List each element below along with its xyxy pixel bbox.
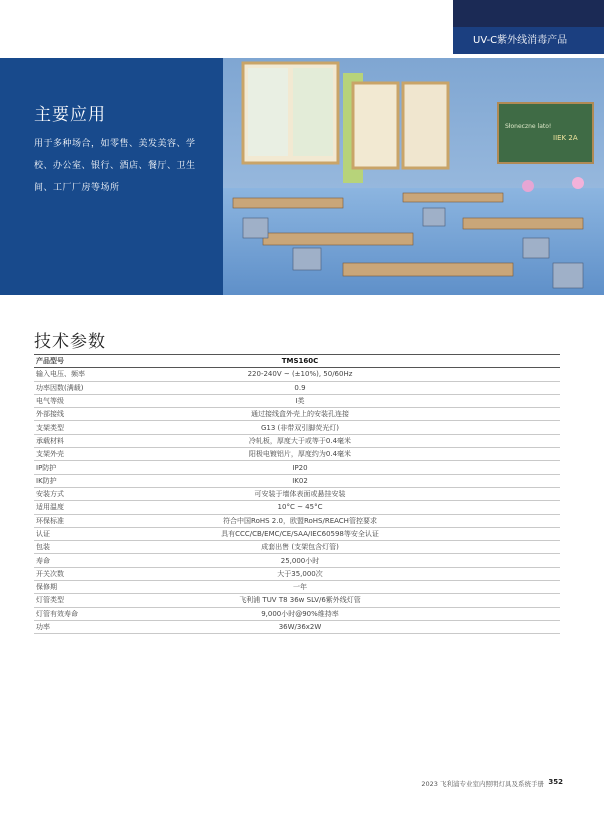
spec-value: IP20 [188, 461, 560, 474]
classroom-photo [223, 58, 604, 295]
table-row [34, 501, 560, 514]
spec-label: 环保标准 [34, 514, 188, 527]
table-row [34, 594, 560, 607]
spec-value: 9,000小时@90%维持率 [188, 607, 560, 620]
spec-table [34, 354, 560, 634]
table-row [34, 474, 560, 487]
spec-label: 适用温度 [34, 501, 188, 514]
spec-label: 包装 [34, 541, 188, 554]
table-row [34, 620, 560, 633]
table-row [34, 527, 560, 540]
table-row [34, 607, 560, 620]
spec-label: 灯管有效寿命 [34, 607, 188, 620]
specs-title: 技术参数 [34, 332, 106, 352]
board-text-right: IIEK 2A [553, 134, 578, 142]
spec-value: 25,000小时 [188, 554, 560, 567]
spec-value: 可安装于墙体表面或悬挂安装 [188, 487, 560, 500]
table-row [34, 394, 560, 407]
table-row [34, 421, 560, 434]
table-row [34, 381, 560, 394]
spec-label: 安装方式 [34, 487, 188, 500]
spec-value: 一年 [188, 581, 560, 594]
spec-label: 认证 [34, 527, 188, 540]
spec-value: G13 (非带双引脚荧光灯) [188, 421, 560, 434]
footer [0, 776, 604, 790]
table-row [34, 368, 560, 381]
table-row [34, 541, 560, 554]
table-row [34, 448, 560, 461]
spec-label: IP防护 [34, 461, 188, 474]
top-banner-dark [453, 0, 604, 27]
spec-value: 阳极电镀铝片，厚度约为0.4毫米 [188, 448, 560, 461]
spec-label: 外部接线 [34, 408, 188, 421]
spec-label: 开关次数 [34, 567, 188, 580]
spec-header-row [34, 355, 560, 368]
spec-label: 寿命 [34, 554, 188, 567]
spec-label: 功率因数(满载) [34, 381, 188, 394]
application-title: 主要应用 [34, 105, 106, 125]
spec-value: 220-240V ~ (±10%), 50/60Hz [188, 368, 560, 381]
spec-value: 成套出售 (支架包含灯管) [188, 541, 560, 554]
spec-label: 电气等级 [34, 394, 188, 407]
spec-value: 10°C ~ 45°C [188, 501, 560, 514]
page-number: 352 [548, 778, 563, 786]
board-text-left: Słoneczne lato! [505, 123, 552, 130]
table-row [34, 567, 560, 580]
category-label: UV-C紫外线消毒产品 [453, 27, 604, 54]
table-row [34, 408, 560, 421]
classroom-illustration [223, 58, 604, 295]
spec-label: IK防护 [34, 474, 188, 487]
spec-label: 支架类型 [34, 421, 188, 434]
table-row [34, 581, 560, 594]
spec-header-label: 产品型号 [34, 355, 188, 368]
spec-value: 大于35,000次 [188, 567, 560, 580]
table-row [34, 487, 560, 500]
footer-text: 2023 飞利浦专业室内照明灯具及系统手册 [421, 780, 544, 788]
spec-label: 灯管类型 [34, 594, 188, 607]
spec-value: IK02 [188, 474, 560, 487]
table-row [34, 461, 560, 474]
spec-value: 0.9 [188, 381, 560, 394]
spec-label: 功率 [34, 620, 188, 633]
spec-value: 通过接线盒外壳上的安装孔连接 [188, 408, 560, 421]
spec-label: 支架外壳 [34, 448, 188, 461]
spec-label: 承载材料 [34, 434, 188, 447]
spec-header-value: TMS160C [188, 355, 560, 368]
table-row [34, 514, 560, 527]
spec-value: I类 [188, 394, 560, 407]
table-row [34, 554, 560, 567]
spec-value: 36W/36x2W [188, 620, 560, 633]
spec-label: 保修期 [34, 581, 188, 594]
application-panel [0, 58, 223, 295]
spec-value: 冷轧板，厚度大于或等于0.4毫米 [188, 434, 560, 447]
spec-value: 飞利浦 TUV T8 36w SLV/6紫外线灯管 [188, 594, 560, 607]
application-description: 用于多种场合，如零售、美发美容、学校、办公室、银行、酒店、餐厅、卫生间、工厂厂房等场所 [34, 139, 196, 193]
table-row [34, 434, 560, 447]
spec-label: 输入电压、频率 [34, 368, 188, 381]
spec-value: 具有CCC/CB/EMC/CE/SAA/IEC60598等安全认证 [188, 527, 560, 540]
spec-value: 符合中国RoHS 2.0，欧盟RoHS/REACH管控要求 [188, 514, 560, 527]
